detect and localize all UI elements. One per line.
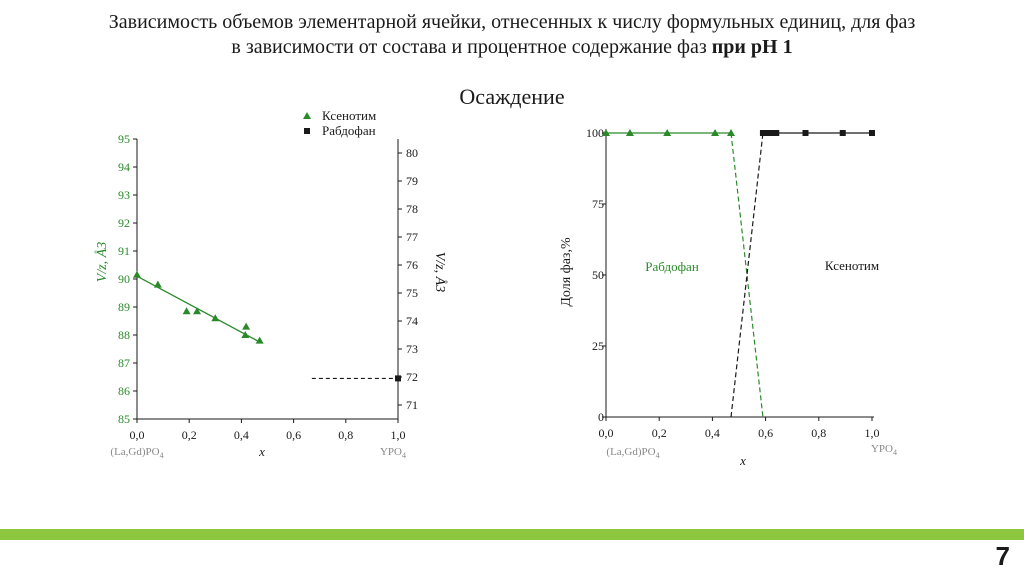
left-y-tick-label: 86 — [118, 384, 130, 398]
x-tick-label: 0,2 — [651, 426, 667, 440]
right-y-tick-label: 80 — [406, 146, 418, 160]
right-y-tick-label: 78 — [406, 202, 418, 216]
left-y-tick-label: 91 — [118, 244, 130, 258]
annotation-rhabdophane: Рабдофан — [645, 259, 699, 274]
title-line-2-bold: при pH 1 — [711, 36, 793, 58]
x-axis-label: x — [259, 444, 265, 459]
right-y-tick-label: 75 — [406, 286, 418, 300]
left-y-tick-label: 93 — [118, 188, 130, 202]
xenotime-point — [869, 130, 875, 136]
left-y-tick-label: 87 — [118, 356, 130, 370]
right-y-axis-label: V/z, Å3 — [432, 251, 447, 293]
left-y-tick-label: 94 — [118, 160, 130, 174]
x-tick-label: 1,0 — [864, 426, 880, 440]
title-line-2-text: в зависимости от состава и процентное содержание фаз — [231, 36, 712, 58]
x-tick-label: 0,6 — [758, 426, 774, 440]
x-right-end-label: $YPO_4$ — [870, 443, 898, 457]
left-y-tick-label: 95 — [118, 132, 130, 146]
y-axis-label: Доля фаз,% — [559, 237, 574, 307]
x-tick-label: 0,6 — [286, 428, 302, 442]
xenotime-point — [803, 130, 809, 136]
x-axis-label: x — [740, 453, 746, 468]
title-line-1: Зависимость объемов элементарной ячейки, отнесенных к числу формульных единиц, для фаз — [108, 11, 916, 33]
x-tick-label: 1,0 — [390, 428, 406, 442]
right-y-tick-label: 79 — [406, 174, 418, 188]
left-y-tick-label: 90 — [118, 272, 130, 286]
right-y-tick-label: 73 — [406, 342, 418, 356]
x-tick-label: 0,4 — [233, 428, 249, 442]
left-y-tick-label: 88 — [118, 328, 130, 342]
x-tick-label: 0,0 — [129, 428, 145, 442]
x-left-end-label: $(La,Gd)PO_4$ — [110, 446, 164, 460]
left-y-tick-label: 92 — [118, 216, 130, 230]
annotation-xenotime: Ксенотим — [824, 258, 880, 273]
xenotime-point — [840, 130, 846, 136]
right-y-tick-label: 77 — [406, 230, 418, 244]
xenotime-point — [773, 130, 779, 136]
right-y-tick-label: 76 — [406, 258, 418, 272]
y-tick-label: 75 — [592, 197, 604, 211]
x-tick-label: 0,0 — [598, 426, 614, 440]
x-right-end-label: $YPO_4$ — [379, 446, 407, 460]
right-y-tick-label: 72 — [406, 370, 418, 384]
xenotime-point — [768, 130, 774, 136]
xenotime-point — [760, 130, 766, 136]
y-tick-label: 25 — [592, 339, 604, 353]
x-tick-label: 0,2 — [181, 428, 197, 442]
x-tick-label: 0,8 — [811, 426, 827, 440]
left-y-tick-label: 85 — [118, 412, 130, 426]
page-number: 7 — [995, 541, 1010, 571]
x-left-end-label: $(La,Gd)PO_4$ — [606, 446, 660, 460]
x-tick-label: 0,4 — [704, 426, 720, 440]
left-y-axis-label: V/z, Å3 — [95, 241, 110, 283]
y-tick-label: 50 — [592, 268, 604, 282]
right-y-tick-label: 71 — [406, 398, 418, 412]
y-tick-label: 0 — [598, 410, 604, 424]
legend-label-xenotime: Ксенотим — [322, 108, 377, 123]
slide-subtitle: Осаждение — [459, 84, 565, 109]
left-y-tick-label: 89 — [118, 300, 130, 314]
x-tick-label: 0,8 — [338, 428, 354, 442]
legend-label-rhabdophane: Рабдофан — [322, 123, 376, 138]
right-y-tick-label: 74 — [406, 314, 418, 328]
footer-bar — [0, 529, 1024, 540]
y-tick-label: 100 — [586, 126, 604, 140]
